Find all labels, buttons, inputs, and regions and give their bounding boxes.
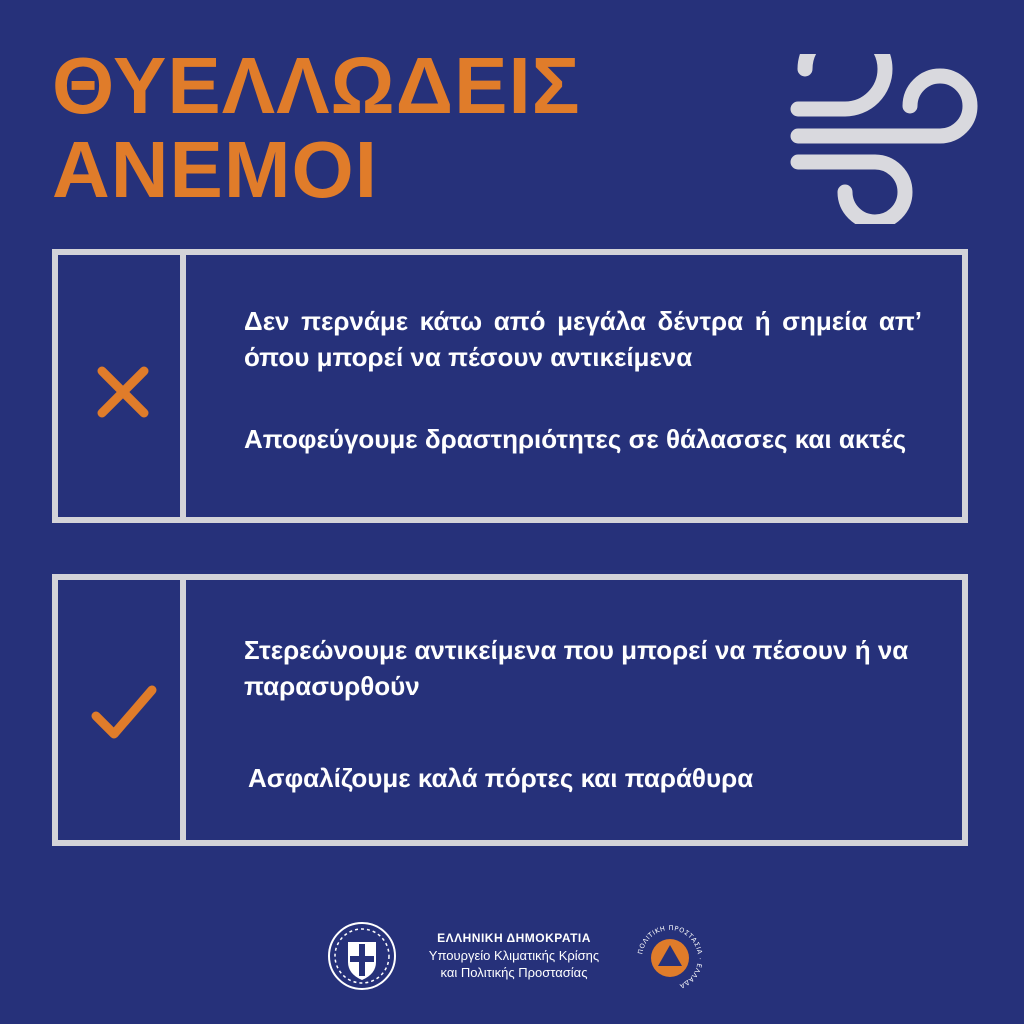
cp-logo-text: ΠΟΛΙΤΙΚΗ ΠΡΟΣΤΑΣΙΑ · ΕΛΛΑΔΑ <box>636 923 705 991</box>
cross-icon <box>88 357 158 427</box>
dont-item-1: Δεν περνάμε κάτω από μεγάλα δέντρα ή σημεία απ’ όπου μπορεί να πέσουν αντικείμενα <box>244 306 922 372</box>
title-line-2: ΑΝΕΜΟΙ <box>52 125 378 214</box>
do-item-2: Ασφαλίζουμε καλά πόρτες και παράθυρα <box>248 763 754 793</box>
page-title <box>52 41 581 214</box>
dont-item-2: Αποφεύγουμε δραστηριότητες σε θάλασσες και ακτές <box>244 424 907 454</box>
title-line-1: ΘΥΕΛΛΩΔΕΙΣ <box>52 41 581 130</box>
ministry-line-1: Υπουργείο Κλιματικής Κρίσης <box>428 948 600 963</box>
greek-emblem-icon <box>326 920 398 992</box>
footer <box>0 918 1024 998</box>
ministry-line-2: και Πολιτικής Προστασίας <box>440 965 588 980</box>
do-box-divider <box>180 580 186 840</box>
do-box <box>52 574 968 846</box>
civil-protection-logo-icon <box>632 920 708 996</box>
dont-box-divider <box>180 255 186 517</box>
republic-label: ΕΛΛΗΝΙΚΗ ΔΗΜΟΚΡΑΤΙΑ <box>437 931 591 945</box>
ministry-label <box>404 930 624 981</box>
checkmark-icon <box>88 678 158 748</box>
dont-box <box>52 249 968 523</box>
do-item-1: Στερεώνουμε αντικείμενα που μπορεί να πέσουν ή να παρασυρθούν <box>244 635 909 701</box>
wind-icon <box>790 54 980 224</box>
